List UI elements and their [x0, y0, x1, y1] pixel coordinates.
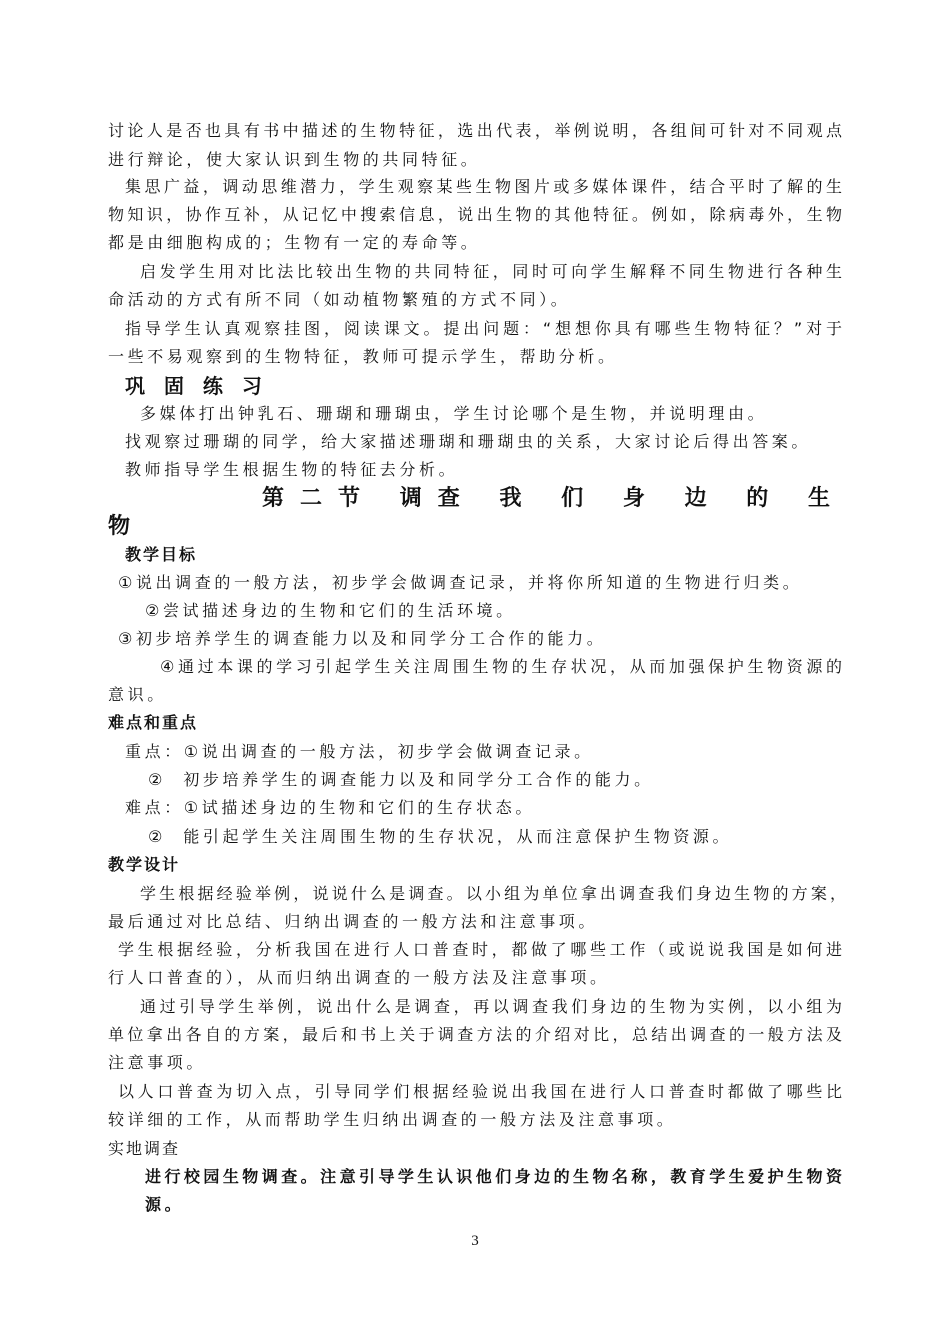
section-title-continued: 物	[108, 514, 134, 539]
paragraph-line: 较详细的工作，从而帮助学生归纳出调查的一般方法及注意事项。	[108, 1110, 677, 1129]
paragraph-line: 都是由细胞构成的；生物有一定的寿命等。	[108, 233, 481, 252]
list-item: 重点：①说出调查的一般方法，初步学会做调查记录。	[125, 742, 594, 761]
list-item: ①说出调查的一般方法，初步学会做调查记录，并将你所知道的生物进行归类。	[118, 573, 803, 592]
paragraph-line: 行人口普查的），从而归纳出调查的一般方法及注意事项。	[108, 968, 610, 987]
paragraph-line: 物知识，协作互补，从记忆中搜索信息，说出生物的其他特征。例如，除病毒外，生物	[108, 205, 842, 224]
paragraph-line: 指导学生认真观察挂图，阅读课文。提出问题：“想想你具有哪些生物特征？”对于	[125, 319, 842, 338]
subheading-field-survey: 实地调查	[108, 1139, 181, 1158]
paragraph-line: 一些不易观察到的生物特征，教师可提示学生，帮助分析。	[108, 347, 618, 366]
paragraph-line: 集思广益，调动思维潜力，学生观察某些生物图片或多媒体课件，结合平时了解的生	[125, 177, 842, 196]
list-item: ②尝试描述身边的生物和它们的生活环境。	[145, 601, 516, 620]
section-heading-practice: 巩 固 练 习	[125, 374, 268, 398]
list-item: 难点：①试描述身边的生物和它们的生存状态。	[125, 798, 535, 817]
paragraph-line: 命活动的方式有所不同（如动植物繁殖的方式不同）。	[108, 290, 571, 309]
list-item: 意识。	[108, 685, 167, 704]
paragraph-line: 单位拿出各自的方案，最后和书上关于调查方法的介绍对比，总结出调查的一般方法及	[108, 1025, 842, 1044]
paragraph-line: 启发学生用对比法比较出生物的共同特征，同时可向学生解释不同生物进行各种生	[140, 262, 842, 281]
paragraph-line: 多媒体打出钟乳石、珊瑚和珊瑚虫，学生讨论哪个是生物，并说明理由。	[140, 404, 768, 423]
list-item: ② 能引起学生关注周围生物的生存状况，从而注意保护生物资源。	[148, 827, 733, 846]
list-item: ② 初步培养学生的调查能力以及和同学分工合作的能力。	[148, 770, 654, 789]
paragraph-line: 源。	[145, 1195, 185, 1214]
paragraph-line: 以人口普查为切入点，引导同学们根据经验说出我国在进行人口普查时都做了哪些比	[118, 1082, 842, 1101]
page-number: 3	[471, 1233, 479, 1249]
section-title: 第二节 调查 我 们 身 边 的 生	[262, 486, 830, 511]
paragraph-line: 讨论人是否也具有书中描述的生物特征，选出代表，举例说明，各组间可针对不同观点	[108, 121, 842, 140]
paragraph-line: 注意事项。	[108, 1053, 207, 1072]
paragraph-line: 学生根据经验举例，说说什么是调查。以小组为单位拿出调查我们身边生物的方案，	[140, 884, 846, 903]
list-item: ③初步培养学生的调查能力以及和同学分工合作的能力。	[118, 629, 607, 648]
paragraph-line: 学生根据经验，分析我国在进行人口普查时，都做了哪些工作（或说说我国是如何进	[118, 940, 842, 959]
subheading-key-points: 难点和重点	[108, 713, 199, 732]
subheading-teaching-design: 教学设计	[108, 855, 181, 874]
paragraph-line: 进行辩论，使大家认识到生物的共同特征。	[108, 150, 481, 169]
paragraph-line: 最后通过对比总结、归纳出调查的一般方法和注意事项。	[108, 912, 599, 931]
paragraph-line: 找观察过珊瑚的同学，给大家描述珊瑚和珊瑚虫的关系，大家讨论后得出答案。	[125, 432, 812, 451]
paragraph-line: 教师指导学生根据生物的特征去分析。	[125, 460, 459, 479]
paragraph-line: 通过引导学生举例，说出什么是调查，再以调查我们身边的生物为实例，以小组为	[140, 997, 842, 1016]
paragraph-line: 进行校园生物调查。注意引导学生认识他们身边的生物名称，教育学生爱护生物资	[145, 1167, 842, 1186]
subheading-teaching-goals: 教学目标	[125, 545, 198, 564]
list-item: ④通过本课的学习引起学生关注周围生物的生存状况，从而加强保护生物资源的	[160, 657, 842, 676]
